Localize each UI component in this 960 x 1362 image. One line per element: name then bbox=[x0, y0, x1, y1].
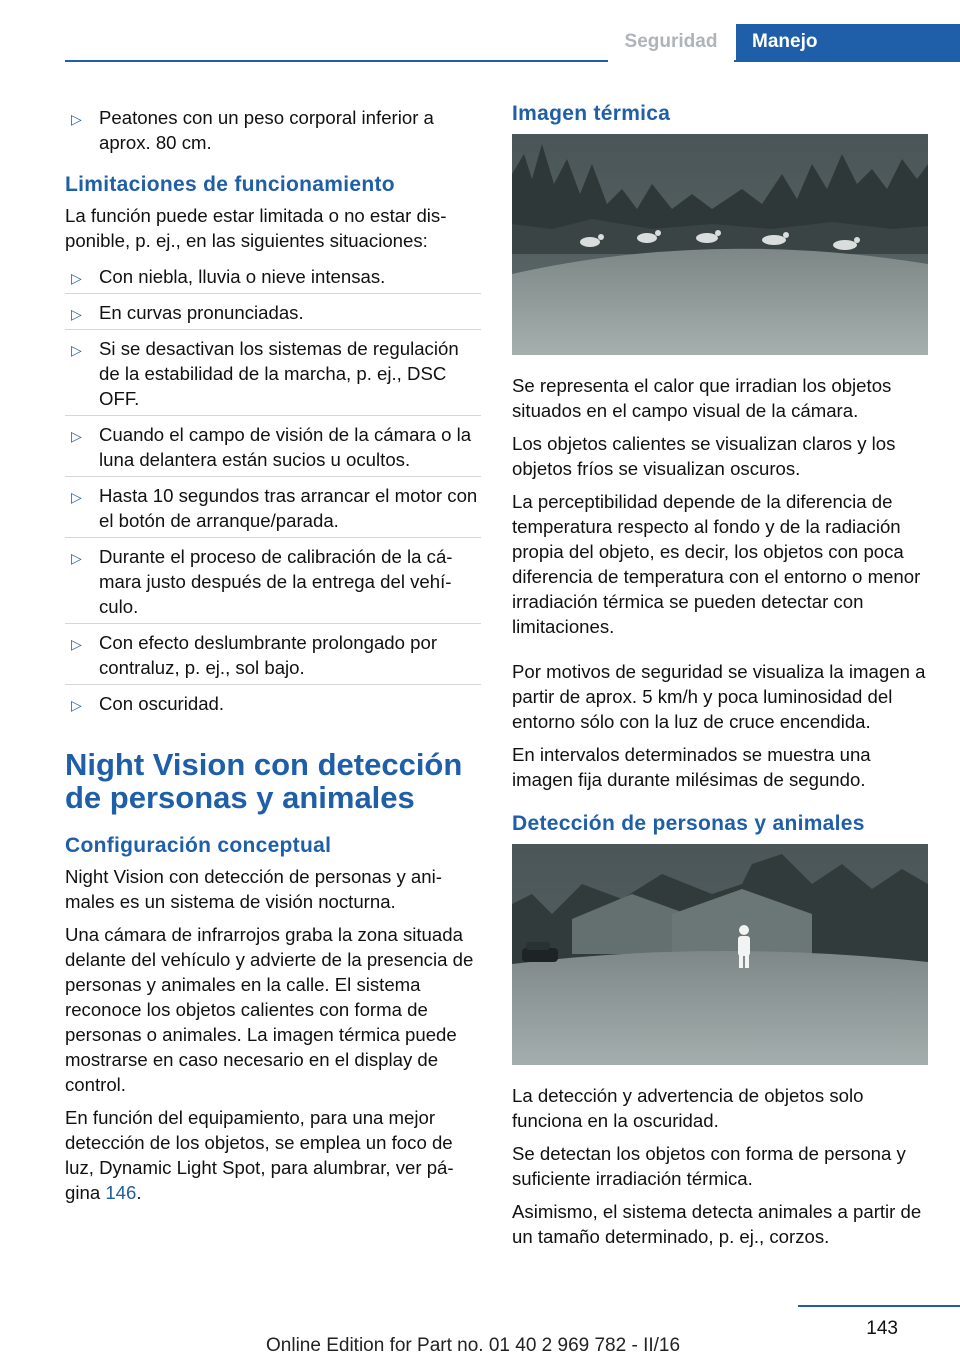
triangle-bullet-icon: ▷ bbox=[71, 342, 82, 358]
config-paragraph-3: En función del equipamiento, para una mejor detección de los objetos, se emplea un foco de luz, Dynamic Light Spot, para alumbrar, ver página 146. bbox=[65, 1107, 454, 1203]
triangle-bullet-icon: ▷ bbox=[71, 270, 82, 286]
triangle-bullet-icon: ▷ bbox=[71, 550, 82, 566]
list-item: ▷ Peatones con un peso corporal inferior a aprox. 80 cm. bbox=[71, 107, 434, 153]
tab-manejo[interactable]: Manejo bbox=[736, 24, 960, 62]
list-item: ▷ Hasta 10 segundos tras arrancar el motor con el botón de arranque/parada. bbox=[65, 480, 481, 538]
imagen-paragraph-1: Se representa el calor que irradian los objetos situados en el campo visual de la cámara. bbox=[512, 375, 892, 421]
list-item: ▷ Con oscuridad. bbox=[65, 688, 481, 720]
imagen-paragraph-4: Por motivos de seguridad se visualiza la imagen a partir de aprox. 5 km/h y poca luminosidad del entorno sólo con la luz de cruce encendida. bbox=[512, 661, 926, 732]
list-item: ▷ En curvas pronunciadas. bbox=[65, 297, 481, 330]
limitaciones-heading: Limitaciones de funcionamiento bbox=[65, 173, 395, 196]
imagen-heading: Imagen térmica bbox=[512, 102, 671, 125]
config-paragraph-1: Night Vision con detección de personas y animales es un sistema de visión nocturna. bbox=[65, 866, 442, 912]
triangle-bullet-icon: ▷ bbox=[71, 428, 82, 444]
right-column bbox=[512, 102, 928, 1257]
list-item: ▷ Durante el proceso de calibración de la cámara justo después de la entrega del vehículo. bbox=[65, 541, 481, 624]
footer-rule bbox=[798, 1305, 960, 1307]
triangle-bullet-icon: ▷ bbox=[71, 111, 82, 127]
deteccion-heading: Detección de personas y animales bbox=[512, 812, 865, 835]
triangle-bullet-icon: ▷ bbox=[71, 636, 82, 652]
thermal-image-animals bbox=[512, 134, 928, 355]
list-item: ▷ Con efecto deslumbrante prolongado por contraluz, p. ej., sol bajo. bbox=[65, 627, 481, 685]
left-column bbox=[65, 102, 481, 1213]
page-link[interactable]: 146 bbox=[105, 1182, 137, 1203]
list-item: ▷ Cuando el campo de visión de la cámara o la luna delantera están sucios u ocultos. bbox=[65, 419, 481, 477]
list-item: ▷ Si se desactivan los sistemas de regulación de la estabilidad de la marcha, p. ej., DSC OFF. bbox=[65, 333, 481, 416]
edition-text: Online Edition for Part no. 01 40 2 969 782 - II/16 bbox=[266, 1335, 681, 1356]
limitaciones-list bbox=[65, 261, 481, 720]
peatones-list bbox=[65, 102, 481, 159]
tab-seguridad[interactable]: Seguridad bbox=[608, 24, 734, 62]
deteccion-paragraph-1: La detección y advertencia de objetos solo funciona en la oscuridad. bbox=[512, 1085, 864, 1131]
imagen-paragraph-3: La perceptibilidad depende de la diferencia de temperatura respecto al fondo y de la radiación propia del objeto, es decir, los objetos con poca diferencia de temperatura con el entorno o menor irradiación térmica se pueden detectar con limitaciones. bbox=[512, 491, 921, 637]
imagen-paragraph-2: Los objetos calientes se visualizan claros y los objetos fríos se visualizan oscuros. bbox=[512, 433, 896, 479]
section-title: Night Vision con detección de personas y animales bbox=[65, 747, 463, 815]
triangle-bullet-icon: ▷ bbox=[71, 697, 82, 713]
config-heading: Configuración conceptual bbox=[65, 834, 332, 857]
list-item: ▷ Con niebla, lluvia o nieve intensas. bbox=[65, 261, 481, 294]
triangle-bullet-icon: ▷ bbox=[71, 489, 82, 505]
triangle-bullet-icon: ▷ bbox=[71, 306, 82, 322]
config-paragraph-2: Una cámara de infrarrojos graba la zona situada delante del vehículo y advierte de la presencia de personas y animales en la calle. El sistema reconoce los objetos calientes con forma de personas o animales. La imagen térmica puede mostrarse en caso necesario en el display de control. bbox=[65, 924, 474, 1095]
limitaciones-intro: La función puede estar limitada o no estar disponible, p. ej., en las siguientes situaciones: bbox=[65, 205, 447, 251]
page-number: 143 bbox=[866, 1318, 898, 1339]
deteccion-paragraph-2: Se detectan los objetos con forma de persona y suficiente irradiación térmica. bbox=[512, 1143, 906, 1189]
deteccion-paragraph-3: Asimismo, el sistema detecta animales a partir de un tamaño determinado, p. ej., corzos. bbox=[512, 1201, 922, 1247]
imagen-paragraph-5: En intervalos determinados se muestra una imagen fija durante milésimas de segundo. bbox=[512, 744, 871, 790]
thermal-image-person bbox=[512, 844, 928, 1065]
